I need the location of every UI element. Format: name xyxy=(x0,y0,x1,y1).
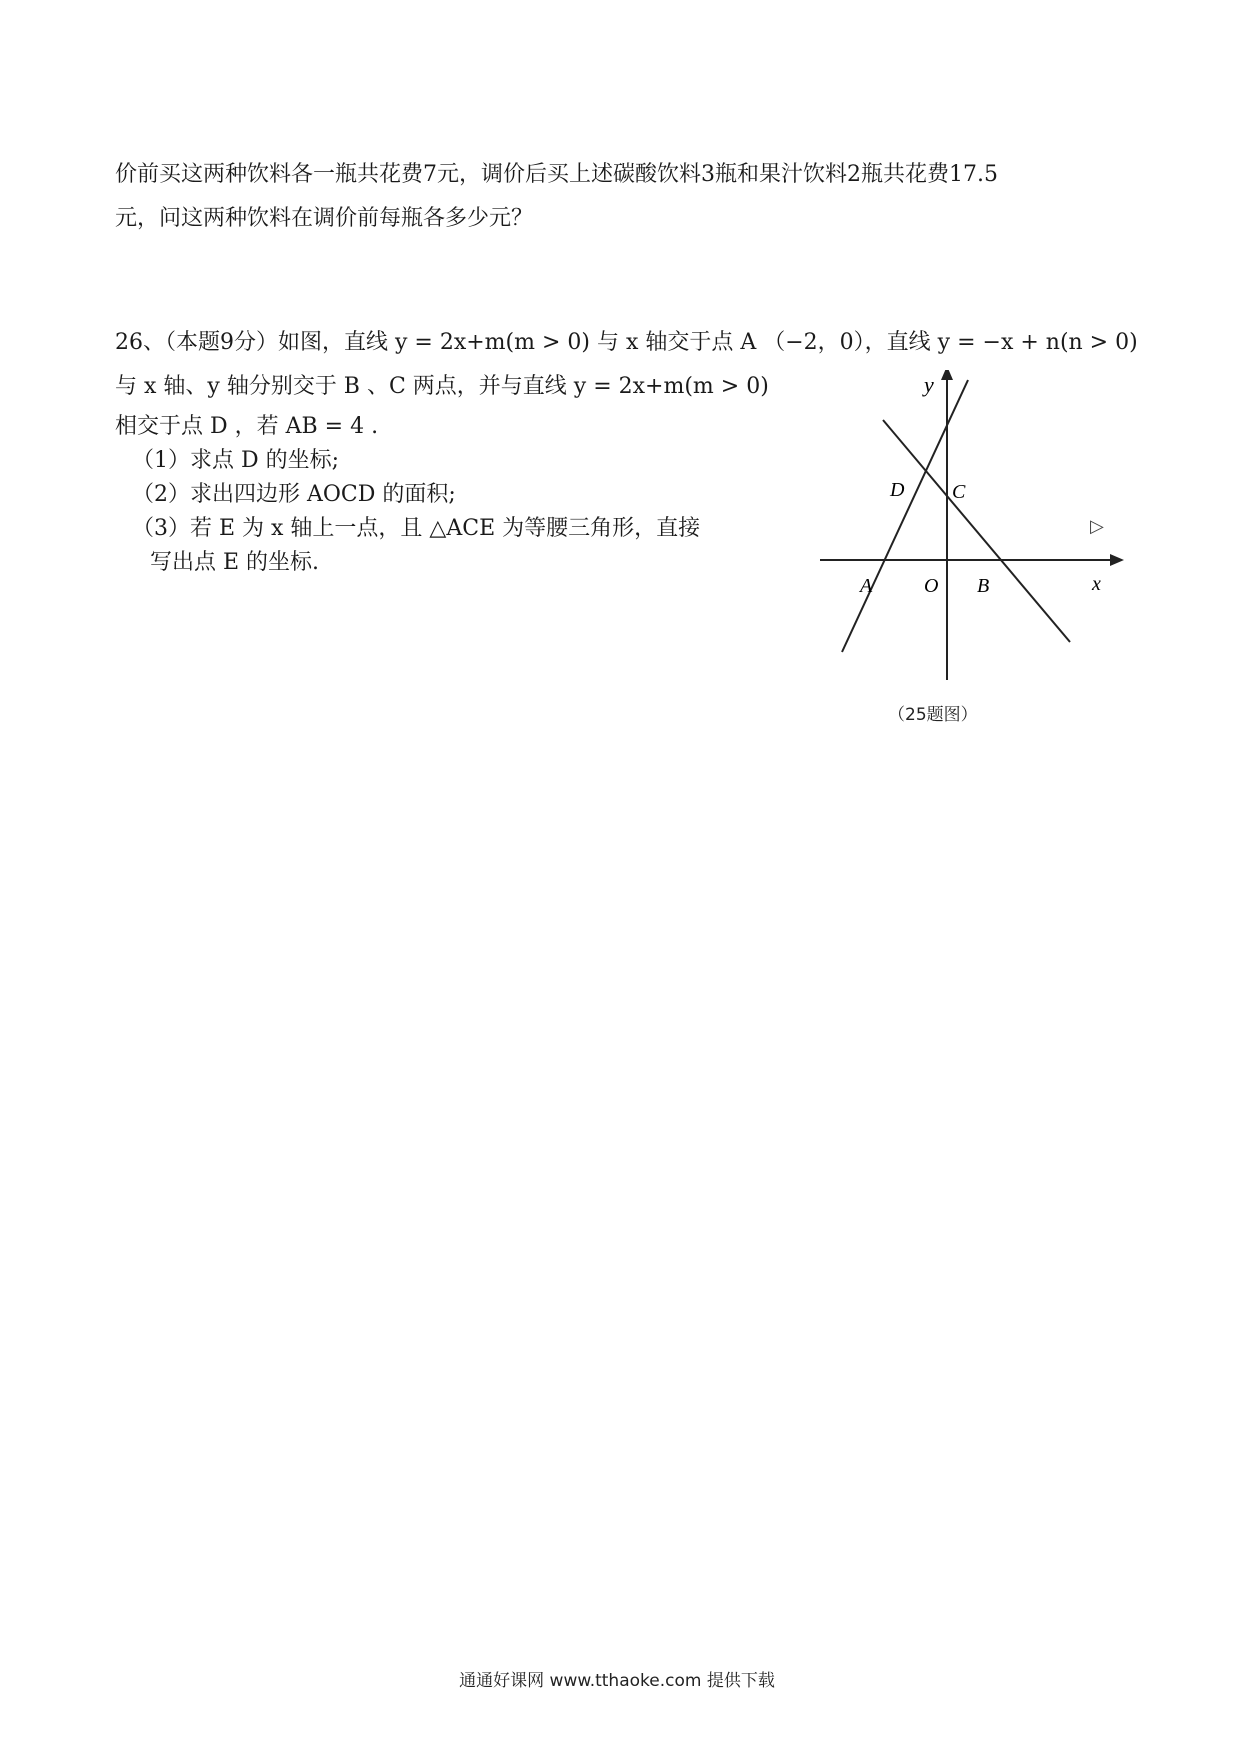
label-y: y xyxy=(924,372,934,397)
label-x: x xyxy=(1092,573,1101,595)
q26-line-3: 相交于点 D ，若 AB = 4 . xyxy=(115,414,379,439)
label-c: C xyxy=(952,481,966,503)
q26-line-1: 26、（本题9分）如图，直线 y = 2x+m(m > 0) 与 x 轴交于点 A （−2，0），直线 y = −x + n(n > 0) xyxy=(115,330,1138,355)
q26-part-2: （2）求出四边形 AOCD 的面积; xyxy=(132,482,456,507)
x-axis-arrowhead xyxy=(1110,554,1124,566)
label-o: O xyxy=(924,575,939,597)
label-b: B xyxy=(977,575,990,597)
q25-line-2: 元，问这两种饮料在调价前每瓶各多少元？ xyxy=(115,206,534,231)
page-footer: 通通好课网 www.tthaoke.com 提供下载 xyxy=(459,1671,775,1691)
y-axis-arrowhead xyxy=(941,370,953,380)
q26-part-3a: （3）若 E 为 x 轴上一点，且 △ACE 为等腰三角形，直接 xyxy=(132,516,701,541)
figure-caption: （25题图） xyxy=(888,705,978,725)
q26-part-3b: 写出点 E 的坐标. xyxy=(150,550,320,575)
q26-line-2: 与 x 轴、y 轴分别交于 B 、C 两点，并与直线 y = 2x+m(m > 0) xyxy=(115,374,769,399)
q26-part-1: （1）求点 D 的坐标; xyxy=(132,448,340,473)
label-arrow-mark: ▷ xyxy=(1090,516,1104,537)
q25-line-1: 价前买这两种饮料各一瓶共花费7元，调价后买上述碳酸饮料3瓶和果汁饮料2瓶共花费17.5 xyxy=(115,162,998,187)
label-d: D xyxy=(890,479,905,501)
label-a: A xyxy=(860,575,873,597)
coordinate-figure xyxy=(820,370,1130,690)
line-ad xyxy=(842,380,968,652)
line-bc xyxy=(883,420,1070,642)
